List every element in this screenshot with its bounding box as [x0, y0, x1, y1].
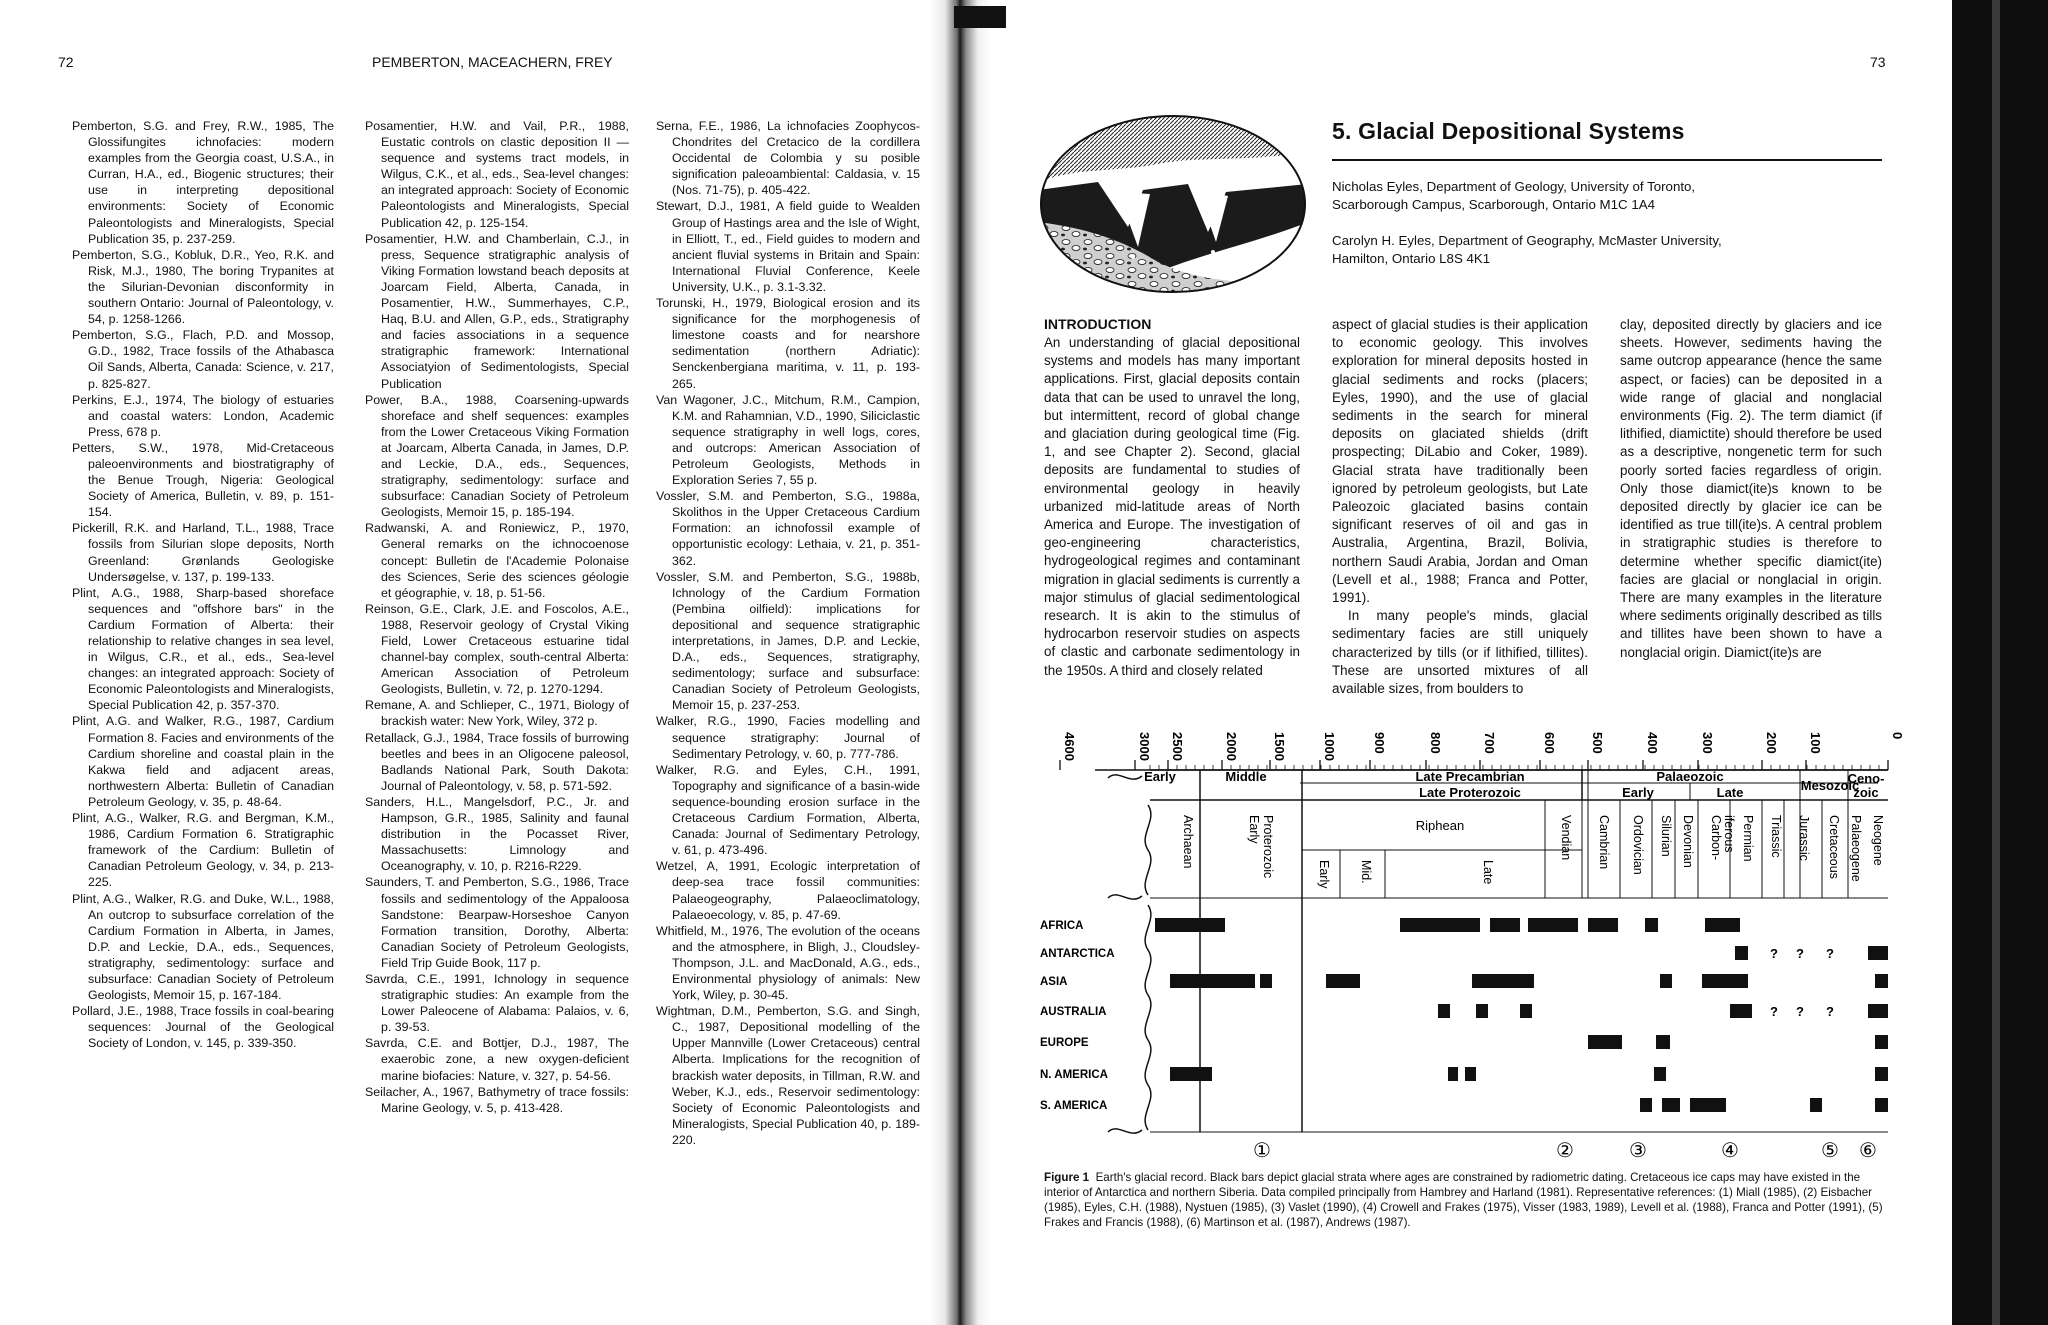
period-label: Cambrian — [1597, 815, 1611, 870]
reference-entry: Seilacher, A., 1967, Bathymetry of trace fossils: Marine Geology, v. 5, p. 413-428. — [365, 1084, 629, 1115]
glacial-bar — [1868, 946, 1888, 960]
body-column-1 — [1044, 334, 1300, 680]
svg-text:200: 200 — [1764, 732, 1779, 754]
region-labels — [1040, 920, 1115, 1112]
period-label: Neogene — [1871, 815, 1885, 866]
glacial-bar — [1702, 974, 1748, 988]
eon-label: Late — [1716, 785, 1744, 800]
uncertain-marker: ? — [1826, 1004, 1834, 1019]
tick — [1698, 732, 1715, 770]
tick — [1540, 732, 1557, 770]
reference-entry: Plint, A.G. and Walker, R.G., 1987, Cardium Formation 8. Facies and environments of the Cardium shoreline and coastal plain in the Kakwa field and adjacent areas, northwestern Alberta: Bulletin of Canadian Petroleum Geology, v. 35, p. 48-64. — [72, 714, 334, 809]
glacial-bar — [1476, 1004, 1488, 1018]
glacial-bar — [1448, 1067, 1458, 1081]
svg-text:100: 100 — [1808, 732, 1823, 754]
uncertain-marker: ? — [1770, 1004, 1778, 1019]
glacial-bar — [1438, 1004, 1450, 1018]
tick — [1888, 732, 1905, 770]
author-1-line-2: Scarborough Campus, Scarborough, Ontario M1C 1A4 — [1332, 197, 1655, 212]
glacial-bar — [1400, 918, 1480, 932]
title-rule — [1332, 159, 1882, 161]
region-label: ASIA — [1040, 976, 1068, 988]
svg-text:700: 700 — [1482, 732, 1497, 754]
period-label: EarlyProterozoic — [1247, 815, 1275, 879]
period-label: Devonian — [1681, 815, 1695, 868]
reference-entry: Van Wagoner, J.C., Mitchum, R.M., Campion, K.M. and Rahamnian, V.D., 1990, Siliciclastic sequence stratigraphy in well logs, cores, and outcrops: American Association of Petroleum Geologists, Methods in Exploration Series 7, 55 p. — [656, 392, 920, 488]
tick — [1168, 732, 1185, 770]
svg-text:300: 300 — [1700, 732, 1715, 754]
glacial-bar — [1660, 974, 1672, 988]
reference-entry: Posamentier, H.W. and Vail, P.R., 1988, Eustatic controls on clastic deposition II — sequence and systems tract models, in Wilgus, C.K., et al., eds., Sea-level changes: an integrated approach: Society of Economic Paleontologists and Mineralogists, Special Publication 42, p. 125-154. — [365, 119, 629, 230]
reference-markers — [1253, 1140, 1877, 1162]
reference-entry: Reinson, G.E., Clark, J.E. and Foscolos, A.E., 1988, Reservoir geology of Crystal Viking Field, Lower Cretaceous estuarine tidal channel-bay complex, south-central Alberta: American Association of Petroleum Geologists, Bulletin, v. 72, p. 1270-1294. — [365, 601, 629, 697]
glacial-bar — [1662, 1098, 1680, 1112]
svg-text:900: 900 — [1372, 732, 1387, 754]
reference-entry: Walker, R.G., 1990, Facies modelling and sequence stratigraphy: Journal of Sedimentary Petrology, v. 60, p. 777-786. — [656, 714, 920, 761]
eon-label: Middle — [1225, 769, 1267, 784]
glacial-bar — [1528, 918, 1578, 932]
reference-marker: ② — [1556, 1140, 1574, 1162]
axis-ticks — [1060, 732, 1905, 770]
uncertain-marker: ? — [1826, 946, 1834, 961]
eon-label: Palaeozoic — [1656, 769, 1724, 784]
reference-entry: Pemberton, S.G. and Frey, R.W., 1985, The Glossifungites ichnofacies: modern examples from the Georgia coast, U.S.A., in Curran, H.A., ed., Biogenic structures; their use in interpreting depositional environments: Society of Economic Paleontologists and Mineralogists, Special Publication 35, p. 237-259. — [72, 119, 334, 246]
introduction-heading: INTRODUCTION — [1044, 316, 1152, 332]
glacial-bar — [1520, 1004, 1532, 1018]
glacial-bar — [1170, 1067, 1212, 1081]
reference-column-1 — [72, 118, 334, 1051]
reference-entry: Savrda, C.E. and Bottjer, D.J., 1987, The exaerobic zone, a new oxygen-deficient marine biofacies: Nature, v. 327, p. 54-56. — [365, 1036, 629, 1083]
period-label: Permian — [1741, 815, 1755, 862]
reference-marker: ③ — [1629, 1140, 1647, 1162]
glacial-bars — [1155, 918, 1888, 1112]
glacier-illustration — [1038, 112, 1308, 302]
body-column-2 — [1332, 316, 1588, 698]
reference-entry: Saunders, T. and Pemberton, S.G., 1986, Trace fossils and sedimentology of the Appaloosa Sandstone: Bearpaw-Horseshoe Canyon Formation transition, Dorothy, Alberta: Canadian Society of Petroleum Geologists, Field Trip Guide Book, 117 p. — [365, 875, 629, 970]
tick — [1135, 732, 1152, 770]
glacial-bar — [1170, 974, 1255, 988]
region-label: S. AMERICA — [1040, 1100, 1108, 1112]
glacial-bar — [1705, 918, 1740, 932]
period-label: Ordovician — [1631, 815, 1645, 875]
svg-text:500: 500 — [1590, 732, 1605, 754]
tick — [1643, 732, 1660, 770]
reference-marker: ④ — [1721, 1140, 1739, 1162]
reference-entry: Wightman, D.M., Pemberton, S.G. and Singh, C., 1987, Depositional modelling of the Upper Mannville (Lower Cretaceous) central Alberta. Implications for the recognition of brackish water deposits, in Tillman, R.W. and Weber, K.J., eds., Reservoir sedimentology: Society of Economic Paleontologists and Mineralogists, Special Publication 40, p. 189-220. — [656, 1004, 920, 1147]
glacial-bar — [1645, 918, 1658, 932]
figure-1-caption — [1044, 1170, 1889, 1230]
reference-entry: Stewart, D.J., 1981, A field guide to Wealden Group of Hastings area and the Isle of Wight, in Elliott, T., ed., Field guides to modern and ancient fluvial systems in Britain and Spain: International Fluvial Conference, Keele University, U.K., p. 3.1-3.32. — [656, 199, 920, 294]
period-label: Mid. — [1359, 860, 1373, 884]
uncertain-marker: ? — [1796, 946, 1804, 961]
period-label: Vendian — [1559, 815, 1573, 861]
period-label: Triassic — [1769, 815, 1783, 858]
glacial-bar — [1810, 1098, 1822, 1112]
reference-entry: Plint, A.G., Walker, R.G. and Duke, W.L., 1988, An outcrop to subsurface correlation of the Cardium Formation in Alberta, in James, D.P. and Leckie, D.A., eds., Sequences, stratigraphy, sedimentology: surface and subsurface: Canadian Society of Petroleum Geologists, Memoir 15, p. 167-184. — [72, 891, 334, 1003]
book-gutter — [930, 0, 990, 1325]
glacial-bar — [1588, 918, 1618, 932]
svg-text:1500: 1500 — [1272, 732, 1287, 761]
reference-marker: ① — [1253, 1140, 1271, 1162]
author-1-line-1: Nicholas Eyles, Department of Geology, University of Toronto, — [1332, 179, 1696, 194]
chapter-title: 5. Glacial Depositional Systems — [1332, 118, 1685, 144]
left-page-number: 72 — [58, 54, 74, 70]
glacial-bar — [1155, 918, 1225, 932]
eon-label: Early — [1144, 769, 1176, 784]
svg-text:400: 400 — [1645, 732, 1660, 754]
tick — [1480, 732, 1497, 770]
tick — [1060, 732, 1077, 770]
tick — [1426, 732, 1443, 770]
reference-entry: Torunski, H., 1979, Biological erosion and its significance for the morphogenesis of limestone coasts and for nearshore sedimentation (northern Adriatic): Senckenbergiana maritima, v. 11, p. 193-265. — [656, 296, 920, 391]
reference-marker: ⑥ — [1859, 1140, 1877, 1162]
region-label: EUROPE — [1040, 1037, 1089, 1049]
reference-entry: Remane, A. and Schlieper, C., 1971, Biology of brackish water: New York, Wiley, 372 p. — [365, 698, 629, 729]
eon-label: Ceno-zoic — [1847, 771, 1885, 800]
svg-text:1000: 1000 — [1322, 732, 1337, 761]
eon-label: Late Precambrian — [1415, 769, 1525, 784]
tick — [1270, 732, 1287, 770]
right-page-number: 73 — [1870, 54, 1886, 70]
body-col3-text: clay, deposited directly by glaciers and ice sheets. However, sediments having the same outcrop appearance (hence the same aspect, or facies) can be deposited in a wide range of glacial and nonglacial environments (Fig. 2). The term diamict (if lithified, diamictite) should therefore be used as a descriptive, nongenetic term for such poorly sorted facies regardless of origin. Only those diamict(ite)s known to be deposited directly by glacier ice can be identified as true till(ite)s. A central problem in stratigraphic studies is therefore to determine whether specific diamict(ite) facies are glacial or nonglacial in origin. There are many examples in the literature where sediments originally described as tills and tillites have been shown to have a nonglacial origin. Diamict(ite)s are — [1620, 317, 1883, 660]
glacial-bar — [1472, 974, 1534, 988]
reference-entry: Whitfield, M., 1976, The evolution of the oceans and the atmosphere, in Bligh, J., Cloudsley-Thompson, J.L. and MacDonald, A.G., eds., Environmental physiology of animals: New York, Wiley, p. 30-45. — [656, 923, 920, 1003]
reference-entry: Retallack, G.J., 1984, Trace fossils of burrowing beetles and bees in an Oligocene paleosol, Badlands National Park, South Dakota: Journal of Paleontology, v. 58, p. 571-592. — [365, 730, 629, 793]
period-label: Riphean — [1415, 818, 1465, 833]
period-label: Palaeogene — [1849, 815, 1863, 882]
reference-entry: Walker, R.G. and Eyles, C.H., 1991, Topography and significance of a basin-wide sequence-bounding erosion surface in the Cretaceous Cardium Formation, Alberta, Canada: Journal of Sedimentary Petrology, v. 61, p. 473-496. — [656, 762, 920, 858]
uncertain-marker: ? — [1796, 1004, 1804, 1019]
reference-entry: Posamentier, H.W. and Chamberlain, C.J., in press, Sequence stratigraphic analysis of Viking Formation lowstand beach deposits at Joarcam Field, Alberta, Canada, in Posamentier, H.W., Summerhayes, C.P., Haq, B.U. and Allen, G.P., eds., Stratigraphy and facies associations in a sequence stratigraphic framework: International Associatyion of Sedimentologists, Special Publication — [365, 231, 629, 391]
glacial-bar — [1690, 1098, 1726, 1112]
eon-label: Mesozoic — [1800, 778, 1860, 793]
reference-entry: Radwanski, A. and Roniewicz, P., 1970, General remarks on the ichnocoenose concept: Bulletin de l'Academie Polonaise des Sciences, Serie des sciences géologie et géographie, v. 18, p. 51-56. — [365, 521, 629, 600]
glacial-bar — [1465, 1067, 1476, 1081]
glacial-bar — [1875, 1067, 1888, 1081]
reference-entry: Petters, S.W., 1978, Mid-Cretaceous paleoenvironments and biostratigraphy of the Benue Trough, Nigeria: Geological Society of America, Bulletin, v. 89, p. 151-154. — [72, 440, 334, 520]
reference-entry: Sanders, H.L., Mangelsdorf, P.C., Jr. and Hampson, G.R., 1985, Salinity and faunal distribution in the Pocasset River, Massachusetts: Limnology and Oceanography, v. 10, p. R216-R229. — [365, 794, 629, 874]
region-label: N. AMERICA — [1040, 1069, 1108, 1081]
reference-column-2 — [365, 118, 629, 1116]
region-label: ANTARCTICA — [1040, 948, 1115, 960]
svg-text:0: 0 — [1890, 732, 1905, 740]
tick — [1806, 732, 1823, 770]
region-label: AUSTRALIA — [1040, 1006, 1107, 1018]
region-label: AFRICA — [1040, 920, 1084, 932]
glacial-bar — [1656, 1035, 1670, 1049]
period-label: Silurian — [1659, 815, 1673, 857]
body-col2-para1: aspect of glacial studies is their application to economic geology. This involves exploration for mineral deposits hosted in glacial sediments and rocks (placers; Eyles, 1990), and the use of glacial sediments in the search for mineral deposits on glaciated shields (drift prospecting; DiLabio and Coker, 1989). Glacial strata have traditionally been ignored by petroleum geologists, but Late Paleozoic glaciated basins contain significant reserves of oil and gas in Australia, Argentina, Brazil, Bolivia, northern Saudi Arabia, Jordan and Oman (Levell et al., 1988; Franca and Potter, 1991). — [1332, 317, 1588, 606]
glacial-bar — [1326, 974, 1360, 988]
period-label: Cretaceous — [1827, 815, 1841, 879]
figure-caption-text: Earth's glacial record. Black bars depict glacial strata where ages are constrained by radiometric dating. Cretaceous ice caps may have existed in the interior of Antarctica and northern Siberia. Data compiled principally from Hambrey and Harland (1981). Representative references: (1) Miall (1985), (2) Eisbacher (1985), Eyles, C.H. (1988), Nystuen (1985), (3) Vaslet (1990), (4) Crowell and Frakes (1975), Visser (1983, 1989), Levell et al. (1988), Franca and Potter (1991), (5) Frakes and Francis (1988), (6) Martinson et al. (1987), Andrews (1987). — [1044, 1171, 1883, 1229]
svg-text:800: 800 — [1428, 732, 1443, 754]
period-labels — [1181, 815, 1885, 889]
reference-entry: Serna, F.E., 1986, La ichnofacies Zoophycos-Chondrites del Cretacico de la cordillera Occidental de Colombia y su posible signification paleoambiental: Caldasia, v. 15 (Nos. 71-75), p. 405-422. — [656, 119, 920, 198]
glacial-bar — [1260, 974, 1272, 988]
reference-entry: Wetzel, A, 1991, Ecologic interpretation of deep-sea trace fossil communities: Palaeogeography, Palaeoclimatology, Palaeoecology, v. 85, p. 47-69. — [656, 859, 920, 922]
period-label: Jurassic — [1797, 815, 1811, 861]
body-col1-text: An understanding of glacial depositional systems and models has many important applications. First, glacial deposits contain data that can be used to unravel the long, but intermittent, record of global change and glaciation during geological time (Fig. 1, and see Chapter 2). Second, glacial deposits are fundamental to studies of environmental geology in heavily urbanized mid-latitude areas of North America and Europe. The investigation of geo-engineering characteristics, hydrogeological regimes and contaminant migration in glacial sediments is currently a major stimulus of glacial sedimentological research. It is akin to the stimulus of hydrocarbon reservoir studies on aspects of clastic and carbonate sedimentology in the 1950s. A third and closely related — [1044, 335, 1300, 678]
period-label: Early — [1317, 860, 1331, 889]
figure-1-glacial-record — [1040, 720, 1905, 1165]
reference-entry: Perkins, E.J., 1974, The biology of estuaries and coastal waters: London, Academic Press, 678 p. — [72, 392, 334, 439]
svg-text:2500: 2500 — [1170, 732, 1185, 761]
eon-label: Late Proterozoic — [1419, 785, 1521, 800]
body-column-3 — [1620, 316, 1882, 662]
svg-text:4600: 4600 — [1062, 732, 1077, 761]
eon-label: Early — [1622, 785, 1654, 800]
eon-labels — [1144, 769, 1884, 800]
glacial-bar — [1490, 918, 1520, 932]
author-1 — [1332, 178, 1695, 214]
body-col2-para2: In many people's minds, glacial sedimentary facies are still uniquely characterized by tills (or if lithified, tillites). These are unsorted mixtures of all available sizes, from boulders to — [1332, 608, 1588, 697]
reference-entry: Plint, A.G., 1988, Sharp-based shoreface sequences and "offshore bars" in the Cardium Formation of Alberta: their relationship to relative changes in sea level, in Wilgus, C.R., et al., eds., Sea-level changes: an integrated approach: Society of Economic Paleontologists and Mineralogists, Special Publication 42, p. 357-370. — [72, 585, 334, 713]
left-running-head: PEMBERTON, MACEACHERN, FREY — [372, 54, 613, 70]
reference-entry: Power, B.A., 1988, Coarsening-upwards shoreface and shelf sequences: examples from the Lower Cretaceous Viking Formation at Joarcam, Alberta Canada, in James, D.P. and Leckie, D.A., eds., Sequences, stratigraphy, sedimentology: surface and subsurface: Canadian Society of Petroleum Geologists, Memoir 15, p. 185-194. — [365, 392, 629, 520]
glacial-bar — [1588, 1035, 1622, 1049]
reference-entry: Savrda, C.E., 1991, Ichnology in sequence stratigraphic studies: An example from the Lower Paleocene of Alabama: Palaios, v. 6, p. 39-53. — [365, 971, 629, 1035]
glacial-bar — [1875, 1098, 1888, 1112]
period-label: Archaean — [1181, 815, 1195, 869]
glacial-bar — [1735, 946, 1748, 960]
page-edge-shadow — [1952, 0, 2048, 1325]
reference-entry: Vossler, S.M. and Pemberton, S.G., 1988a, Skolithos in the Upper Cretaceous Cardium Formation: an ichnofossil example of opportunistic ecology: Lethaia, v. 21, p. 351-362. — [656, 489, 920, 568]
glacial-bar — [1730, 1004, 1752, 1018]
reference-entry: Vossler, S.M. and Pemberton, S.G., 1988b, Ichnology of the Cardium Formation (Pembina oilfield): implications for depositional and sequence stratigraphic interpretations, in James, D.P. and Leckie, D.A., eds., Sequences, stratigraphy, sedimentology; surface and subsurface: Canadian Society of Petroleum Geologists, Memoir 15, p. 237-253. — [656, 569, 920, 713]
author-2-line-1: Carolyn H. Eyles, Department of Geography, McMaster University, — [1332, 233, 1722, 248]
tick — [1222, 732, 1239, 770]
gutter-shadow — [954, 6, 1006, 28]
glacial-bar — [1640, 1098, 1652, 1112]
glacial-bar — [1875, 1035, 1888, 1049]
reference-column-3 — [656, 118, 920, 1148]
glacial-bar — [1868, 1004, 1888, 1018]
svg-text:600: 600 — [1542, 732, 1557, 754]
reference-entry: Pemberton, S.G., Kobluk, D.R., Yeo, R.K. and Risk, M.J., 1980, The boring Trypanites at the Silurian-Devonian disconformity in southern Ontario: Journal of Paleontology, v. 54, p. 1258-1266. — [72, 247, 334, 327]
period-label: Carbon-iferous — [1709, 815, 1736, 861]
author-2 — [1332, 232, 1722, 268]
tick — [1588, 732, 1605, 770]
reference-entry: Plint, A.G., Walker, R.G. and Bergman, K.M., 1986, Cardium Formation 6. Stratigraphic framework of the Cardium: Bulletin of Canadian Petroleum Geology, v. 34, p. 213-225. — [72, 811, 334, 890]
glacial-bar — [1875, 974, 1888, 988]
svg-text:2000: 2000 — [1224, 732, 1239, 761]
reference-entry: Pickerill, R.K. and Harland, T.L., 1988, Trace fossils from Silurian slope deposits, North Greenland: Grønlands Geologiske Undersøgelse, v. 137, p. 199-133. — [72, 521, 334, 584]
tick — [1320, 732, 1337, 770]
tick — [1370, 732, 1387, 770]
tick — [1762, 732, 1779, 770]
figure-caption-label: Figure 1 — [1044, 1171, 1090, 1184]
reference-marker: ⑤ — [1821, 1140, 1839, 1162]
glacial-bar — [1654, 1067, 1666, 1081]
period-label: Late — [1481, 860, 1495, 885]
author-2-line-2: Hamilton, Ontario L8S 4K1 — [1332, 251, 1491, 266]
reference-entry: Pemberton, S.G., Flach, P.D. and Mossop, G.D., 1982, Trace fossils of the Athabasca Oil Sands, Alberta, Canada: Science, v. 217, p. 825-827. — [72, 328, 334, 391]
reference-entry: Pollard, J.E., 1988, Trace fossils in coal-bearing sequences: Journal of the Geological Society of London, v. 145, p. 339-350. — [72, 1004, 334, 1051]
uncertain-marker: ? — [1770, 946, 1778, 961]
svg-text:3000: 3000 — [1137, 732, 1152, 761]
